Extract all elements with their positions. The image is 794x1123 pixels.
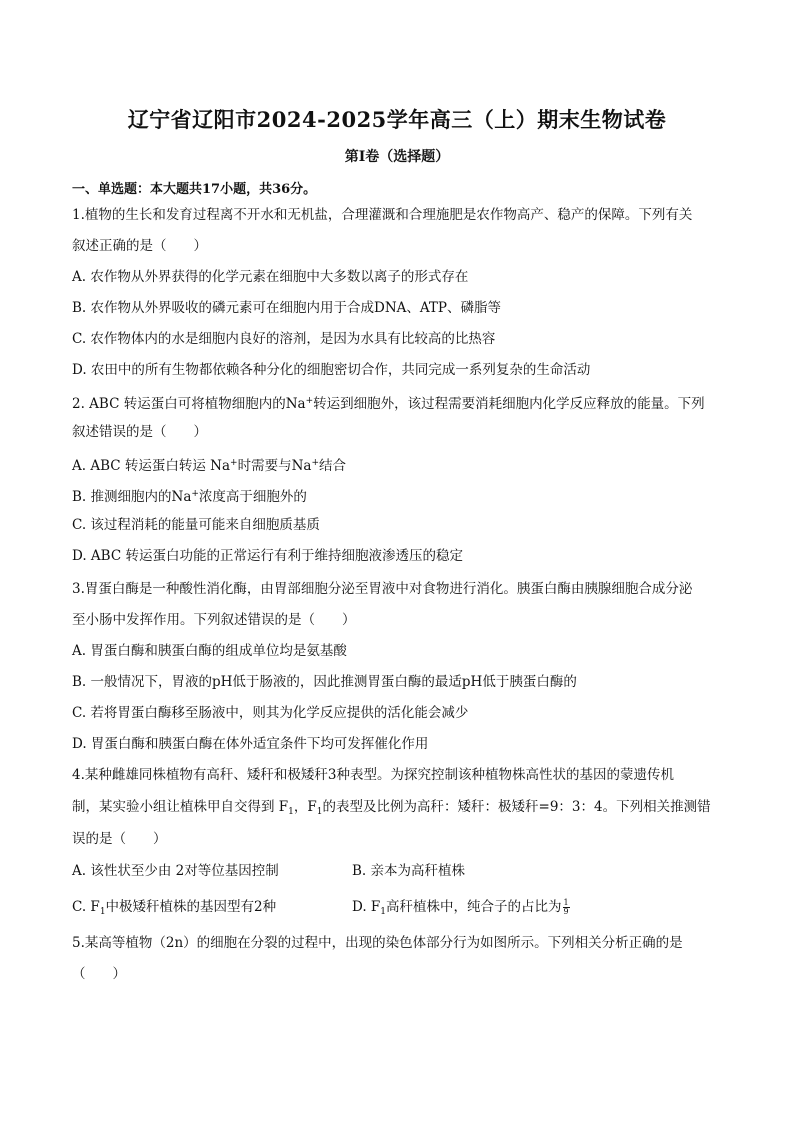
q1-stem-line1: 1.植物的生长和发育过程离不开水和无机盐，合理灌溉和合理施肥是农作物高产、稳产的保障。下列有关	[72, 207, 693, 223]
q1-option-d: D. 农田中的所有生物都依赖各种分化的细胞密切合作，共同完成一系列复杂的生命活动	[72, 362, 591, 378]
q2-option-c: C. 该过程消耗的能量可能来自细胞质基质	[72, 517, 320, 533]
volume-subtitle: 第Ⅰ卷（选择题）	[344, 149, 450, 165]
q1-option-b: B. 农作物从外界吸收的磷元素可在细胞内用于合成DNA、ATP、磷脂等	[72, 300, 501, 316]
q1-option-c: C. 农作物体内的水是细胞内良好的溶剂，是因为水具有比较高的比热容	[72, 331, 496, 347]
text-part: B. 推测细胞内的Na	[72, 489, 192, 505]
fraction	[563, 899, 570, 916]
q4-stem-line2	[72, 798, 711, 821]
fraction-numerator: 1	[563, 898, 569, 907]
text-part: A. ABC 转运蛋白转运 Na	[72, 458, 231, 474]
q2-option-a	[72, 454, 346, 475]
superscript: +	[191, 489, 199, 499]
q2-option-d: D. ABC 转运蛋白功能的正常运行有利于维持细胞液渗透压的稳定	[72, 548, 463, 564]
subscript: 1	[380, 907, 387, 917]
section-heading: 一、单选题：本大题共17小题，共36分。	[72, 182, 317, 197]
q3-option-a: A. 胃蛋白酶和胰蛋白酶的组成单位均是氨基酸	[72, 643, 347, 659]
q4-option-d	[352, 898, 570, 921]
q2-option-b	[72, 485, 307, 506]
q5-stem-line2: （ ）	[72, 966, 126, 982]
text-part: 时需要与Na	[237, 458, 312, 474]
subscript: 1	[288, 807, 294, 817]
text-part: D. F	[352, 899, 381, 915]
text-part: 的表型及比例为高秆：矮秆：极矮秆=9：3：4。下列相关推测错	[322, 799, 711, 815]
q2-stem-text-b: 转运到细胞外，该过程需要消耗细胞内化学反应释放的能量。下列	[313, 396, 705, 412]
subscript: 1	[99, 907, 106, 917]
subscript: 1	[316, 807, 323, 817]
fraction-denominator: 9	[563, 907, 569, 916]
text-part: ，F	[293, 799, 317, 815]
q2-stem-text-a: 2. ABC 转运蛋白可将植物细胞内的Na	[72, 396, 306, 412]
text-part: 制，某实验小组让植株甲自交得到 F	[72, 799, 289, 815]
q3-option-b: B. 一般情况下，胃液的pH低于肠液的，因此推测胃蛋白酶的最适pH低于胰蛋白酶的	[72, 674, 577, 690]
q4-stem-line3: 误的是（ ）	[72, 831, 167, 847]
text-part: 中极矮秆植株的基因型有2种	[105, 899, 277, 915]
page-title: 辽宁省辽阳市2024-2025学年高三（上）期末生物试卷	[127, 107, 667, 132]
q3-stem-line2: 至小肠中发挥作用。下列叙述错误的是（ ）	[72, 612, 356, 628]
text-part: C. F	[72, 899, 100, 915]
q3-option-d: D. 胃蛋白酶和胰蛋白酶在体外适宜条件下均可发挥催化作用	[72, 736, 429, 752]
text-part: 结合	[319, 458, 346, 474]
superscript: +	[305, 396, 314, 406]
q2-stem-line2: 叙述错误的是（ ）	[72, 424, 207, 440]
q3-option-c: C. 若将胃蛋白酶移至肠液中，则其为化学反应提供的活化能会减少	[72, 705, 469, 721]
q1-option-a: A. 农作物从外界获得的化学元素在细胞中大多数以离子的形式存在	[72, 269, 469, 285]
q2-stem-line1	[72, 392, 705, 413]
q4-option-a: A. 该性状至少由 2对等位基因控制	[72, 863, 279, 879]
q4-option-c	[72, 898, 276, 921]
q1-stem-line2: 叙述正确的是（ ）	[72, 238, 207, 254]
text-part: 高秆植株中，纯合子的占比为	[386, 899, 562, 915]
q4-option-b: B. 亲本为高秆植株	[352, 863, 466, 879]
superscript: +	[230, 458, 238, 468]
text-part: 浓度高于细胞外的	[198, 489, 307, 505]
q5-stem-line1: 5.某高等植物（2n）的细胞在分裂的过程中，出现的染色体部分行为如图所示。下列相关分析正确的是	[72, 935, 683, 951]
q3-stem-line1: 3.胃蛋白酶是一种酸性消化酶，由胃部细胞分泌至胃液中对食物进行消化。胰蛋白酶由胰腺细胞合成分泌	[72, 581, 693, 597]
q4-stem-line1: 4.某种雌雄同株植物有高秆、矮秆和极矮秆3种表型。为探究控制该种植物株高性状的基因的蒙遗传机	[72, 767, 674, 783]
superscript: +	[311, 458, 319, 468]
